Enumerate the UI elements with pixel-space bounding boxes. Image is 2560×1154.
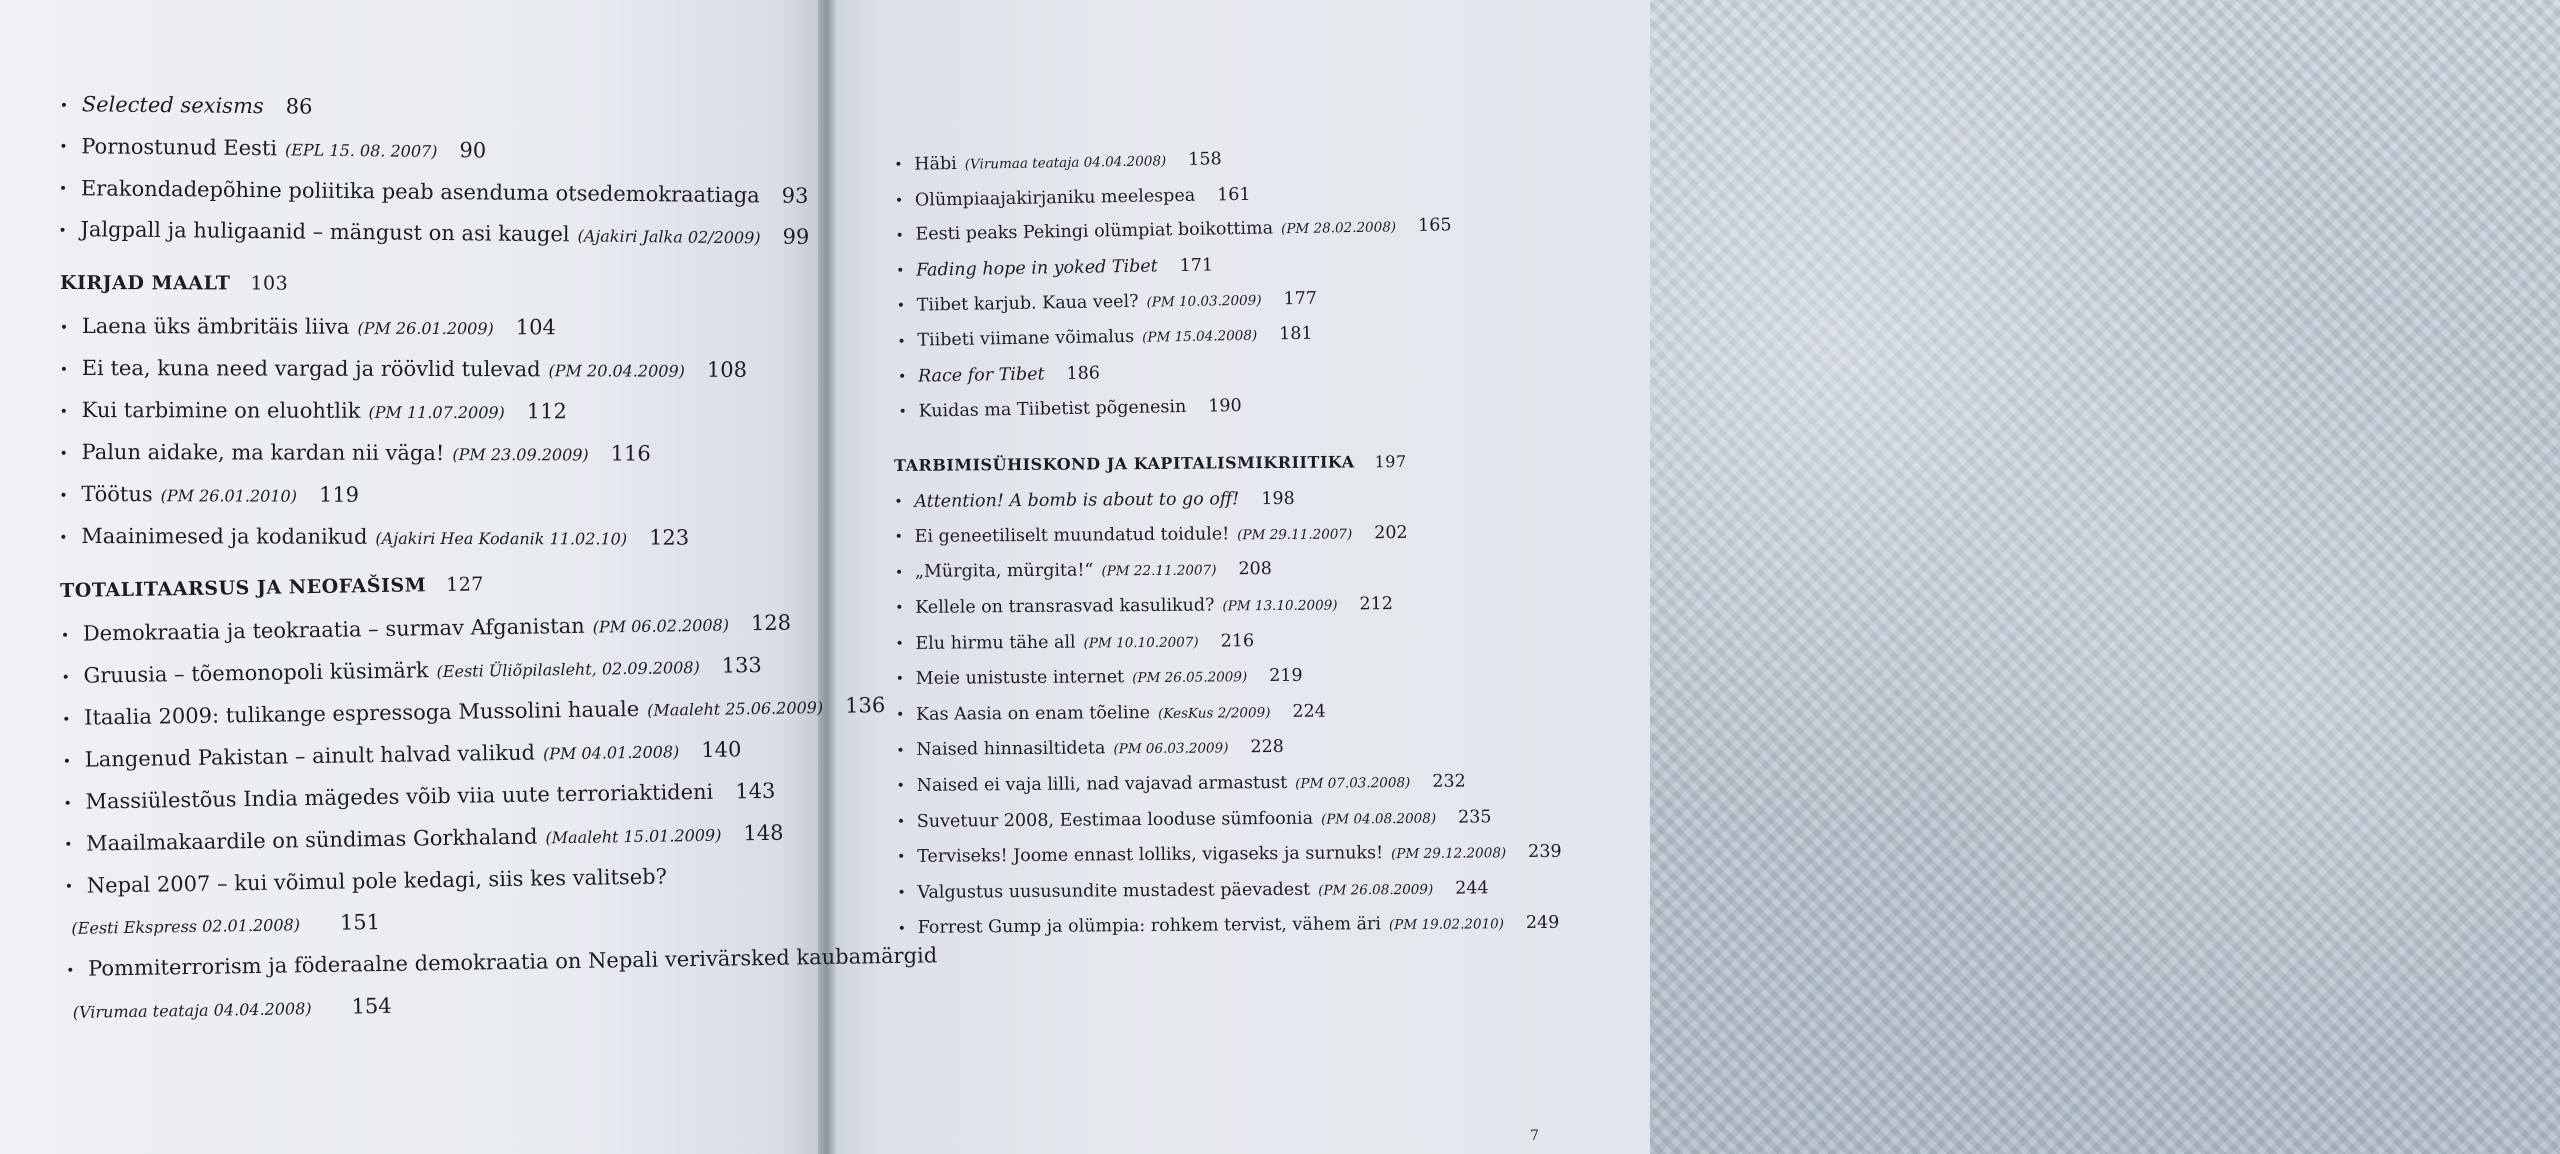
bullet-icon: • xyxy=(897,884,906,901)
section-entries xyxy=(61,600,939,1032)
bullet-icon: • xyxy=(59,138,68,156)
bullet-icon: • xyxy=(62,711,71,728)
section-entries xyxy=(59,306,747,560)
bullet-icon: • xyxy=(897,920,907,937)
bullet-icon: • xyxy=(59,361,69,378)
entry-source: (Ajakiri Hea Kodanik 11.02.10) xyxy=(375,528,628,549)
entry-title: Töötus xyxy=(81,482,153,507)
entry-page: 219 xyxy=(1269,665,1303,687)
toc-entry xyxy=(58,209,809,259)
toc-entry xyxy=(895,586,1560,627)
bullet-icon: • xyxy=(897,849,906,866)
bullet-icon: • xyxy=(59,403,68,420)
bullet-icon: • xyxy=(895,671,905,688)
entry-page: 235 xyxy=(1457,806,1492,828)
bullet-icon: • xyxy=(63,795,72,812)
entry-page: 216 xyxy=(1220,630,1255,652)
entry-page: 99 xyxy=(782,224,810,249)
entry-page: 171 xyxy=(1179,255,1214,277)
entry-source: (Virumaa teataja 04.04.2008) xyxy=(72,998,312,1022)
entry-page: 154 xyxy=(351,993,392,1018)
bullet-icon: • xyxy=(59,319,69,336)
entry-page: 86 xyxy=(285,94,313,119)
entry-page: 177 xyxy=(1283,288,1318,310)
entry-source: (PM 06.02.2008) xyxy=(592,615,730,637)
section-heading xyxy=(60,272,747,296)
entry-title: Forrest Gump ja olümpia: rohkem tervist, vähem äri xyxy=(917,914,1382,939)
bullet-icon: • xyxy=(898,403,908,420)
entry-page: 128 xyxy=(750,610,792,636)
entry-page: 104 xyxy=(515,315,556,340)
entry-page: 140 xyxy=(701,737,742,762)
bullet-icon: • xyxy=(894,528,903,545)
bullet-icon: • xyxy=(894,494,903,511)
bullet-icon: • xyxy=(59,529,68,546)
entry-title: Meie unistuste internet xyxy=(915,667,1125,690)
entry-source: (PM 26.01.2009) xyxy=(357,318,494,339)
bullet-icon: • xyxy=(62,753,72,770)
section-heading-title: TARBIMISÜHISKOND JA KAPITALISMIKRIITIKA xyxy=(894,452,1355,475)
entry-title: Olümpiaajakirjaniku meelespea xyxy=(914,185,1196,211)
entry-source: (PM 13.10.2009) xyxy=(1222,597,1338,615)
entry-page: 90 xyxy=(459,137,487,162)
toc-entry xyxy=(896,693,1561,734)
entry-page: 112 xyxy=(526,399,567,424)
entry-title: Häbi xyxy=(914,153,957,175)
toc-entry xyxy=(896,764,1561,805)
entry-page: 161 xyxy=(1217,184,1251,205)
section-tarbimis xyxy=(894,451,1562,947)
toc-entry xyxy=(898,906,1563,947)
toc-entry xyxy=(894,480,1559,520)
entry-title: Kui tarbimine on eluohtlik xyxy=(81,398,361,423)
right-top-entries xyxy=(894,138,1455,429)
entry-page: 228 xyxy=(1250,737,1284,758)
entry-title: Kas Aasia on enam tõeline xyxy=(915,702,1151,725)
entry-source: (PM 10.10.2007) xyxy=(1083,634,1199,652)
entry-source: (PM 15.04.2008) xyxy=(1142,328,1258,347)
entry-title: Jalgpall ja huligaanid – mängust on asi kaugel xyxy=(80,217,570,247)
bullet-icon: • xyxy=(59,487,68,504)
entry-source: (PM 29.12.2008) xyxy=(1391,845,1507,863)
entry-page: 133 xyxy=(721,652,762,678)
entry-page: 202 xyxy=(1374,522,1408,544)
entry-page: 190 xyxy=(1208,395,1242,417)
entry-title: Elu hirmu tähe all xyxy=(915,632,1076,654)
entry-title: Erakondadepõhine poliitika peab asenduma otsedemokraatiaga xyxy=(80,175,760,207)
entry-page: 123 xyxy=(649,525,690,550)
entry-title: Nepal 2007 – kui võimul pole kedagi, siis kes valitseb? xyxy=(86,864,668,898)
entry-title: Pornostunud Eesti xyxy=(81,133,278,160)
entry-page: 148 xyxy=(743,820,784,845)
bullet-icon: • xyxy=(895,227,904,244)
entry-title: Terviseks! Joome ennast lolliks, vigaseks ja surnuks! xyxy=(917,843,1384,867)
entry-page: 239 xyxy=(1528,841,1562,863)
entry-title: Attention! A bomb is about to go off! xyxy=(914,489,1240,512)
section-totalitaarsus xyxy=(60,566,938,1032)
toc-entry xyxy=(895,515,1560,556)
bullet-icon: • xyxy=(61,669,70,686)
toc-entry xyxy=(59,474,746,518)
entry-title: Massiülestõus India mägedes võib viia uute terroriaktideni xyxy=(85,779,714,814)
section-heading-title: TOTALITAARSUS JA NEOFAŠISM xyxy=(60,574,427,602)
entry-page: 224 xyxy=(1292,701,1326,722)
bullet-icon: • xyxy=(894,192,904,209)
entry-source: (Ajakiri Jalka 02/2009) xyxy=(577,226,761,248)
entry-title: Laena üks ämbritäis liiva xyxy=(81,314,350,339)
entry-title: Selected sexisms xyxy=(81,92,264,119)
entry-title: Race for Tibet xyxy=(917,364,1045,387)
entry-source: (PM 22.11.2007) xyxy=(1101,562,1217,580)
entry-source: (Maaleht 15.01.2009) xyxy=(545,825,722,847)
bullet-icon: • xyxy=(64,878,74,895)
entry-page: 244 xyxy=(1455,878,1489,899)
bullet-icon: • xyxy=(897,333,906,350)
entry-title: Tiibeti viimane võimalus xyxy=(917,327,1135,351)
left-top-entries xyxy=(58,84,811,259)
entry-title: Kellele on transrasvad kasulikud? xyxy=(915,595,1215,618)
section-kirjad-maalt xyxy=(59,272,747,560)
entry-title: Pommiterrorism ja föderaalne demokraatia on Nepali verivärsked kaubamärgid xyxy=(87,943,938,981)
toc-entry xyxy=(896,657,1561,698)
bullet-icon: • xyxy=(895,600,904,617)
entry-page: 108 xyxy=(706,357,748,382)
tablecloth-background xyxy=(1650,0,2560,1154)
entry-source: (PM 20.04.2009) xyxy=(548,361,685,381)
section-heading-title: KIRJAD MAALT xyxy=(59,272,231,295)
bullet-icon: • xyxy=(58,180,68,198)
bullet-icon: • xyxy=(896,813,906,830)
entry-page: 93 xyxy=(781,183,809,208)
toc-entry xyxy=(60,390,747,434)
bullet-icon: • xyxy=(896,742,905,759)
bullet-icon: • xyxy=(64,836,73,853)
entry-title: Maailmakaardile on sündimas Gorkhaland xyxy=(85,824,538,856)
entry-source: (PM 28.02.2008) xyxy=(1280,219,1397,238)
entry-title: Suvetuur 2008, Eestimaa looduse sümfoonia xyxy=(916,808,1314,832)
entry-source: (PM 06.03.2009) xyxy=(1113,740,1229,758)
section-heading xyxy=(894,451,1559,475)
toc-entry xyxy=(897,871,1562,912)
section-heading-page: 197 xyxy=(1374,451,1407,472)
entry-title: Eesti peaks Pekingi olümpiat boikottima xyxy=(915,218,1274,246)
toc-entry xyxy=(59,432,746,476)
bullet-icon: • xyxy=(895,635,904,652)
bullet-icon: • xyxy=(895,706,905,723)
entry-page: 232 xyxy=(1432,771,1466,792)
toc-entry xyxy=(895,621,1560,662)
bullet-icon: • xyxy=(896,263,905,280)
entry-title: „Mürgita, mürgita!“ xyxy=(914,560,1094,583)
entry-title: Fading hope in yoked Tibet xyxy=(915,256,1158,281)
entry-title: Gruusia – tõemonopoli küsimärk xyxy=(83,658,429,688)
bullet-icon: • xyxy=(58,222,67,239)
entry-page: 198 xyxy=(1261,488,1295,510)
bullet-icon: • xyxy=(896,778,905,795)
entry-page: 143 xyxy=(735,778,776,804)
entry-source: (PM 26.01.2010) xyxy=(160,486,298,506)
section-entries xyxy=(894,480,1562,947)
entry-source: (PM 29.11.2007) xyxy=(1237,526,1353,544)
bullet-icon: • xyxy=(894,564,904,581)
entry-page: 208 xyxy=(1238,559,1272,580)
entry-page: 249 xyxy=(1525,913,1560,934)
section-heading-page: 127 xyxy=(445,573,485,596)
toc-entry xyxy=(897,835,1562,876)
entry-source: (Maaleht 25.06.2009) xyxy=(647,698,824,720)
entry-source: (Virumaa teataja 04.04.2008) xyxy=(964,153,1167,173)
entry-title: Tiibet karjub. Kaua veel? xyxy=(916,291,1139,316)
entry-page: 181 xyxy=(1278,324,1313,345)
entry-source: (Eesti Üliõpilasleht, 02.09.2008) xyxy=(436,657,700,682)
entry-page: 186 xyxy=(1066,363,1101,384)
entry-source: (KesKus 2/2009) xyxy=(1158,704,1271,722)
entry-source: (Eesti Ekspress 02.01.2008) xyxy=(71,915,301,938)
entry-page: 165 xyxy=(1417,215,1452,237)
toc-entry xyxy=(59,516,746,560)
entry-page: 151 xyxy=(339,910,381,935)
entry-title: Valgustus uususundite mustadest päevadest xyxy=(917,879,1311,903)
entry-page: 119 xyxy=(318,482,360,507)
entry-source: (PM 26.05.2009) xyxy=(1132,669,1248,687)
entry-page: 136 xyxy=(844,693,886,718)
bullet-icon: • xyxy=(66,962,75,979)
entry-page: 158 xyxy=(1188,149,1222,170)
bullet-icon: • xyxy=(59,445,68,462)
entry-title: Maainimesed ja kodanikud xyxy=(81,524,368,549)
toc-entry xyxy=(897,799,1562,840)
entry-title: Langenud Pakistan – ainult halvad valikud xyxy=(84,740,536,772)
entry-source: (PM 04.08.2008) xyxy=(1320,810,1437,828)
entry-page: 116 xyxy=(610,441,651,466)
entry-title: Ei geneetiliselt muundatud toidule! xyxy=(914,524,1230,547)
entry-page: 212 xyxy=(1359,594,1393,615)
entry-source: (PM 04.01.2008) xyxy=(542,742,680,764)
toc-entry xyxy=(60,348,747,392)
page-number: 7 xyxy=(1530,1128,1539,1144)
entry-title: Ei tea, kuna need vargad ja röövlid tulevad xyxy=(81,356,541,382)
toc-entry xyxy=(60,306,747,350)
entry-title: Itaalia 2009: tulikange espressoga Mussolini hauale xyxy=(83,696,640,730)
toc-entry xyxy=(895,550,1560,591)
entry-source: (PM 23.09.2009) xyxy=(452,445,589,465)
bullet-icon: • xyxy=(896,297,906,314)
bullet-icon: • xyxy=(60,627,70,644)
entry-title: Naised hinnasiltideta xyxy=(916,738,1106,761)
section-heading-page: 103 xyxy=(250,272,289,295)
toc-entry xyxy=(896,728,1561,769)
entry-source: (EPL 15. 08. 2007) xyxy=(284,139,438,161)
bullet-icon: • xyxy=(897,368,907,386)
bullet-icon: • xyxy=(59,97,69,114)
entry-source: (PM 10.03.2009) xyxy=(1146,292,1262,311)
bullet-icon: • xyxy=(894,157,903,174)
entry-source: (PM 11.07.2009) xyxy=(368,402,505,423)
entry-source: (PM 19.02.2010) xyxy=(1388,916,1505,934)
entry-title: Demokraatia ja teokraatia – surmav Afganistan xyxy=(82,613,585,646)
entry-title: Palun aidake, ma kardan nii väga! xyxy=(81,440,445,466)
entry-title: Naised ei vaja lilli, nad vajavad armastust xyxy=(916,772,1288,796)
entry-source: (PM 26.08.2009) xyxy=(1318,881,1434,899)
entry-title: Kuidas ma Tiibetist põgenesin xyxy=(918,396,1187,422)
entry-source: (PM 07.03.2008) xyxy=(1295,774,1411,792)
